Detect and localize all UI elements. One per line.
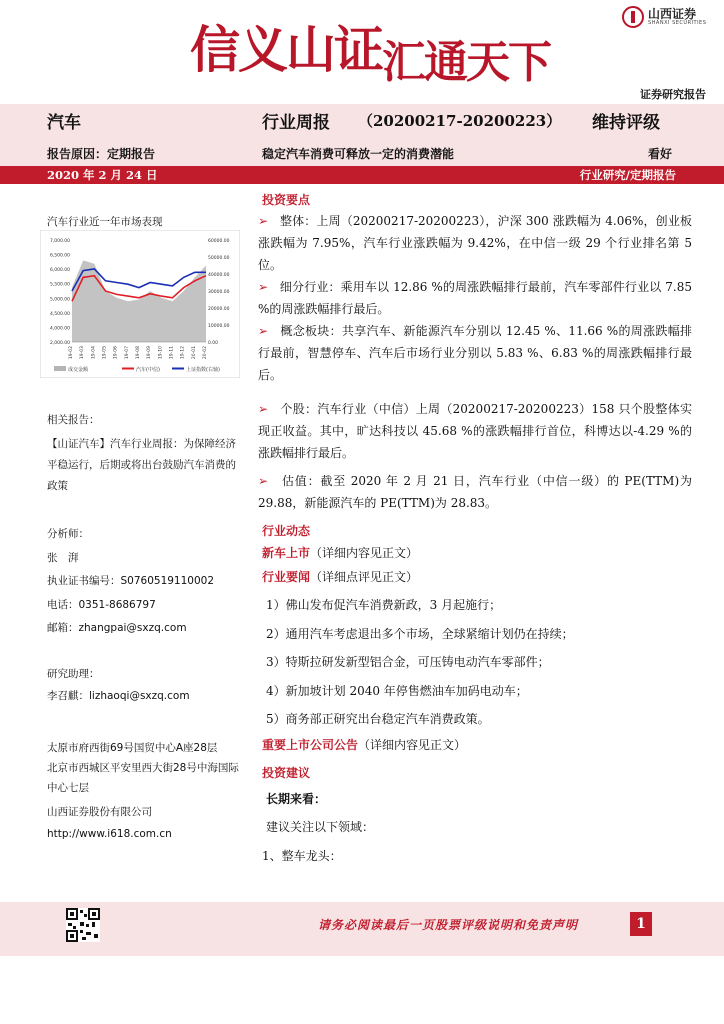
bullet-icon: ➢ — [258, 324, 269, 338]
report-period: （20200217-20200223） — [358, 112, 562, 130]
disclaimer-notice: 请务必阅读最后一页股票评级说明和免责声明 — [318, 918, 579, 932]
y-right-tick-label: 20000.00 — [208, 307, 230, 312]
rating-value: 看好 — [648, 147, 673, 161]
qr-code-icon — [66, 908, 100, 942]
x-tick-label: 19-07 — [124, 346, 130, 360]
license-number: 执业证书编号：S0760519110002 — [47, 575, 215, 587]
section-investment-highlights: 投资要点 — [262, 193, 311, 207]
news-note: （详细点评见正文） — [310, 570, 419, 584]
y-right-tick-label: 60000.00 — [208, 239, 230, 244]
news-item: 5）商务部正研究出台稳定汽车消费政策。 — [266, 712, 490, 726]
market-chart — [40, 230, 240, 378]
item-1-text: 1、整车龙头： — [262, 849, 342, 863]
chart-svg — [40, 230, 240, 378]
section-investment-advice: 投资建议 — [262, 766, 311, 780]
y-right-tick-label: 10000.00 — [208, 324, 230, 329]
x-tick-label: 19-05 — [102, 346, 108, 360]
x-tick-label: 19-10 — [158, 346, 164, 360]
report-kind: 行业周报 — [262, 113, 330, 133]
report-category: 行业研究/定期报告 — [579, 168, 676, 182]
logo-name: 山西证券 — [648, 7, 697, 21]
new-car-note: （详细内容见正文） — [310, 546, 419, 560]
y-left-tick-label: 5,000.00 — [49, 297, 70, 303]
legend-swatch — [54, 366, 66, 371]
bullet-icon: ➢ — [258, 214, 269, 228]
logo-icon — [622, 6, 644, 28]
qr-svg — [66, 908, 100, 942]
rating: 维持评级 — [592, 113, 660, 133]
analyst-name: 张 湃 — [47, 552, 79, 564]
related-report-link[interactable]: 【山证汽车】汽车行业周报：为保障经济平稳运行，后期或将出台鼓励汽车消费的政策 — [47, 438, 236, 492]
x-tick-label: 20-01 — [191, 346, 197, 360]
point-concept-text: 概念板块：共享汽车、新能源汽车分别以 12.45 %、11.66 %的周涨跌幅排行最前，智慧停车、汽车后市场行业分别以 5.83 %、6.83 %的周涨跌幅排行最后。 — [258, 324, 692, 382]
section-industry-news: 行业动态 — [262, 524, 311, 538]
point-valuation — [258, 470, 692, 514]
y-left-tick-label: 4,000.00 — [49, 326, 70, 332]
point-valuation-text: 估值：截至 2020 年 2 月 21 日，汽车行业（中信一级）的 PE(TTM)为 29.88，新能源汽车的 PE(TTM)为 28.83。 — [258, 474, 692, 510]
assistant-label: 研究助理： — [47, 668, 100, 680]
banner-slogan — [190, 10, 550, 88]
bullet-icon: ➢ — [258, 280, 269, 294]
headline: 稳定汽车消费可释放一定的消费潜能 — [262, 147, 455, 161]
announce-line — [262, 734, 466, 756]
x-tick-label: 19-04 — [91, 346, 97, 360]
x-tick-label: 20-02 — [203, 346, 208, 360]
legend-label: 成交金额 — [68, 367, 89, 373]
suggest-text: 建议关注以下领域： — [266, 820, 375, 834]
news-item: 1）佛山发布促汽车消费新政，3 月起施行； — [266, 598, 502, 612]
x-tick-label: 19-03 — [80, 346, 86, 360]
y-left-tick-label: 2,000.00 — [49, 341, 70, 346]
announce-note: （详细内容见正文） — [358, 738, 467, 752]
y-left-tick-label: 7,000.00 — [49, 239, 70, 244]
point-concept — [258, 320, 692, 386]
industry: 汽车 — [47, 113, 81, 133]
company-name: 山西证券股份有限公司 — [47, 806, 152, 818]
address-beijing: 北京市西城区平安里西大街28号中海国际中心七层 — [47, 762, 239, 794]
legend-label: 汽车(中信) — [136, 367, 160, 373]
long-term-label: 长期来看： — [266, 792, 327, 806]
slogan-part-2: 汇通天下 — [382, 37, 550, 88]
x-tick-label: 19-06 — [113, 346, 119, 360]
x-tick-label: 19-08 — [136, 346, 141, 360]
company-website[interactable]: http://www.i618.com.cn — [47, 828, 172, 840]
assistant-contact[interactable]: 李召麒：lizhaoqi@sxzq.com — [47, 690, 190, 702]
analyst-label: 分析师： — [47, 528, 89, 540]
new-car-label[interactable]: 新车上市 — [262, 546, 311, 560]
y-left-tick-label: 6,500.00 — [49, 253, 70, 259]
point-overall-text: 整体：上周（20200217-20200223），沪深 300 涨跌幅为 4.06%，创业板涨跌幅为 7.95%，汽车行业涨跌幅为 9.42%，在中信一级 29 个行业排名第 5 位。 — [258, 214, 692, 272]
x-tick-label: 19-12 — [180, 346, 186, 360]
point-subsector — [258, 276, 692, 320]
address-taiyuan: 太原市府西街69号国贸中心A座28层 — [47, 742, 218, 754]
report-reason: 报告原因：定期报告 — [47, 147, 156, 161]
new-car-line — [262, 542, 418, 564]
news-line — [262, 566, 418, 588]
x-tick-label: 19-11 — [169, 346, 175, 360]
news-item: 2）通用汽车考虑退出多个市场，全球紧缩计划仍在持续； — [266, 627, 574, 641]
point-stocks — [258, 398, 692, 464]
bullet-icon: ➢ — [258, 402, 269, 416]
logo-sub: SHANXI SECURITIES — [648, 20, 707, 26]
point-overall — [258, 210, 692, 276]
x-tick-label: 19-02 — [69, 346, 74, 360]
point-stocks-text: 个股：汽车行业（中信）上周（20200217-20200223）158 只个股整体实现正收益。其中，旷达科技以 45.68 %的涨跌幅排行首位，科博达以-4.29 %的涨跌幅排行最后。 — [258, 402, 692, 460]
y-left-tick-label: 5,500.00 — [49, 282, 70, 288]
y-left-tick-label: 6,000.00 — [49, 268, 70, 274]
page-number: 1 — [630, 912, 652, 936]
news-item: 4）新加坡计划 2040 年停售燃油车加码电动车； — [266, 684, 528, 698]
date-bar — [0, 166, 724, 184]
y-right-tick-label: 0.00 — [208, 341, 219, 346]
y-left-tick-label: 4,500.00 — [49, 311, 70, 317]
report-date: 2020 年 2 月 24 日 — [47, 168, 158, 182]
analyst-phone: 电话：0351-8686797 — [47, 599, 156, 611]
analyst-email[interactable]: 邮箱：zhangpai@sxzq.com — [47, 622, 187, 634]
y-right-tick-label: 50000.00 — [208, 256, 230, 261]
related-label: 相关报告： — [47, 414, 100, 426]
y-right-tick-label: 30000.00 — [208, 290, 230, 295]
news-item: 3）特斯拉研发新型铝合金，可压铸电动汽车零部件； — [266, 655, 550, 669]
legend-label: 上证指数(右轴) — [186, 367, 220, 373]
announce-label[interactable]: 重要上市公司公告 — [262, 738, 359, 752]
point-subsector-text: 细分行业：乘用车以 12.86 %的周涨跌幅排行最前，汽车零部件行业以 7.85 %的周涨跌幅排行最后。 — [258, 280, 693, 316]
x-tick-label: 19-09 — [147, 346, 153, 360]
company-logo — [622, 6, 706, 28]
bullet-icon: ➢ — [258, 474, 269, 488]
y-right-tick-label: 40000.00 — [208, 273, 230, 278]
chart-title: 汽车行业近一年市场表现 — [47, 216, 163, 228]
news-label[interactable]: 行业要闻 — [262, 570, 311, 584]
slogan-part-1: 信义山证 — [190, 20, 382, 79]
report-type: 证券研究报告 — [640, 88, 706, 101]
